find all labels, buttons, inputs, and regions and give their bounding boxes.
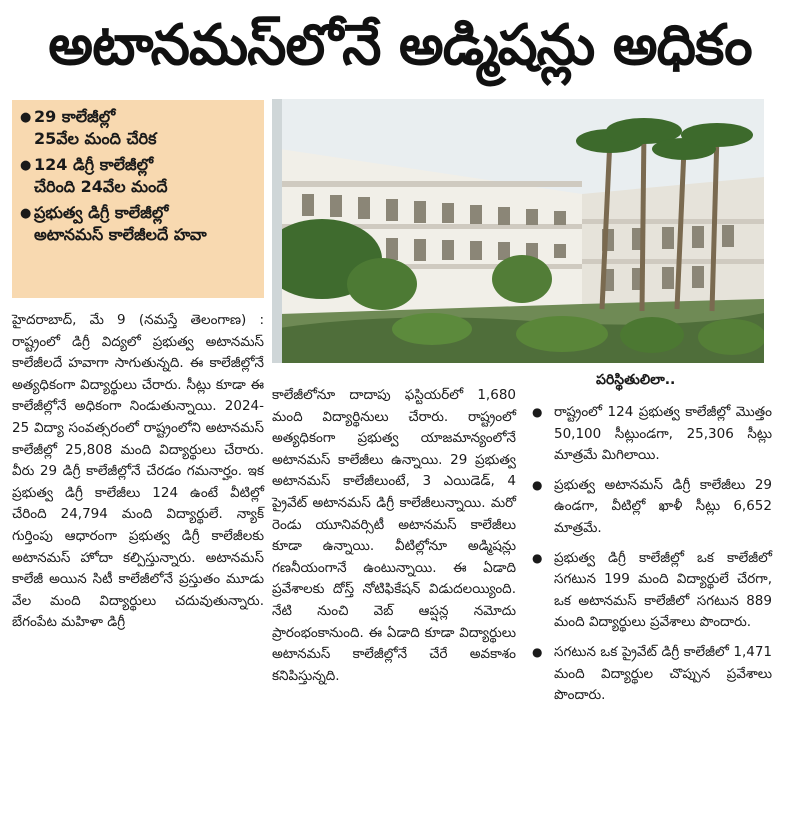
bullet-icon: ● [532, 644, 543, 659]
fact-item [532, 642, 772, 707]
highlight-item [20, 154, 256, 198]
article-paragraph: కాలేజీలోనూ దాదాపు ఫస్టియర్‌లో 1,680 మంది విద్యార్థినులు చేరారు. రాష్ట్రంలో అత్యధికంగా ప్రభుత్వ యాజమాన్యంలోనే అటానమస్ కాలేజీలు ఉన్నాయి. 29 ప్రభుత్వ అటానమస్ కాలేజీలుంటే, 3 ఎయిడెడ్, 4 ప్రైవేట్ అటానమస్ డిగ్రీ కాలేజీలున్నాయి. మరో రెండు యూనివర్సిటీ అటానమస్ కాలేజీలు కూడా ఉన్నాయి. వీటిల్లోనూ అడ్మిషన్లు గణనీయంగానే ఉంటున్నాయి. ఈ ఏడాది ప్రవేశాలకు దోస్త్ నోటిఫికేషన్ విడుదలయ్యింది. నేటి నుంచి వెబ్ ఆప్షన్ల నమోదు ప్రారంభంకానుంది. ఈ ఏడాది కూడా విద్యార్థులు అటానమస్ కాలేజీల్లోనే చేరే అవకాశం కనిపిస్తున్నది. [272, 387, 516, 684]
fact-text: రాష్ట్రంలో 124 ప్రభుత్వ కాలేజీల్లో మొత్తం 50,100 సీట్లుండగా, 25,306 సీట్లు మాత్రమే మిగిలాయి. [554, 404, 772, 464]
bullet-icon: ● [20, 206, 32, 221]
bullet-icon: ● [532, 477, 543, 492]
highlight-text: ప్రభుత్వ డిగ్రీ కాలేజీల్లో అటానమస్ కాలేజీలదే హవా [34, 203, 207, 244]
bullet-icon: ● [20, 110, 32, 125]
article-column-1 [12, 310, 264, 634]
highlights-box [12, 100, 264, 298]
article-paragraph: హైదరాబాద్, మే 9 (నమస్తే తెలంగాణ) : రాష్ట్రంలో డిగ్రీ విద్యలో ప్రభుత్వ అటానమస్ కాలేజీలదే హవాగా సాగుతున్నది. ఈ కాలేజీల్లోనే అత్యధికంగా విద్యార్థులు చేరారు. సీట్లు కూడా ఈ కాలేజీల్లోనే అధికంగా నిండుతున్నాయి. 2024-25 విద్యా సంవత్సరంలో రాష్ట్రంలోని అటానమస్ కాలేజీల్లో 25,808 మంది విద్యార్థులు చేరారు. వీరు 29 డిగ్రీ కాలేజీల్లోనే చేరడం గమనార్హం. ఇక ప్రభుత్వ డిగ్రీ కాలేజీలు 124 ఉంటే వీటిల్లో చేరింది 24,794 మంది విద్యార్థులే. న్యాక్ గుర్తింపు ఆధారంగా ప్రభుత్వ డిగ్రీ కాలేజీలకు అటానమస్ హోదా కల్పిస్తున్నారు. అటానమస్ కాలేజీ అయిన సిటీ కాలేజీలోనే ప్రస్తుతం మూడు వేల మంది విద్యార్థులు చదువుతున్నారు. బేగంపేట మహిళా డిగ్రీ [12, 312, 264, 631]
college-photo [272, 99, 764, 363]
fact-item [532, 475, 772, 540]
bullet-icon: ● [20, 158, 32, 173]
college-building-illustration [272, 99, 764, 363]
highlight-item [20, 106, 256, 150]
bullet-icon: ● [532, 550, 543, 565]
highlight-text: 124 డిగ్రీ కాలేజీల్లో చేరింది 24వేల మందే [34, 155, 168, 196]
headline: అటానమస్‌లోనే అడ్మిషన్లు అధికం [48, 13, 752, 78]
bullet-icon: ● [532, 405, 543, 419]
facts-column [532, 402, 772, 715]
photo-caption: పరిస్థితులిలా.. [596, 372, 676, 388]
fact-text: ప్రభుత్వ అటానమస్ డిగ్రీ కాలేజీలు 29 ఉండగా, వీటిల్లో ఖాళీ సీట్లు 6,652 మాత్రమే. [554, 476, 772, 536]
fact-text: సగటున ఒక ప్రైవేట్ డిగ్రీ కాలేజీలో 1,471 మంది విద్యార్థుల చొప్పున ప్రవేశాలు పొందారు. [554, 643, 772, 704]
highlight-item [20, 202, 256, 246]
fact-text: ప్రభుత్వ డిగ్రీ కాలేజీల్లో ఒక కాలేజీలో సగటున 199 మంది విద్యార్థులే చేరగా, ఒక అటానమస్ కాలేజీలో సగటున 889 మంది విద్యార్థులు ప్రవేశాలు పొందారు. [554, 549, 772, 631]
fact-item [532, 548, 772, 634]
fact-item [532, 402, 772, 467]
highlight-text: 29 కాలేజీల్లో 25వేల మంది చేరిక [34, 107, 157, 148]
article-column-2 [272, 385, 516, 687]
